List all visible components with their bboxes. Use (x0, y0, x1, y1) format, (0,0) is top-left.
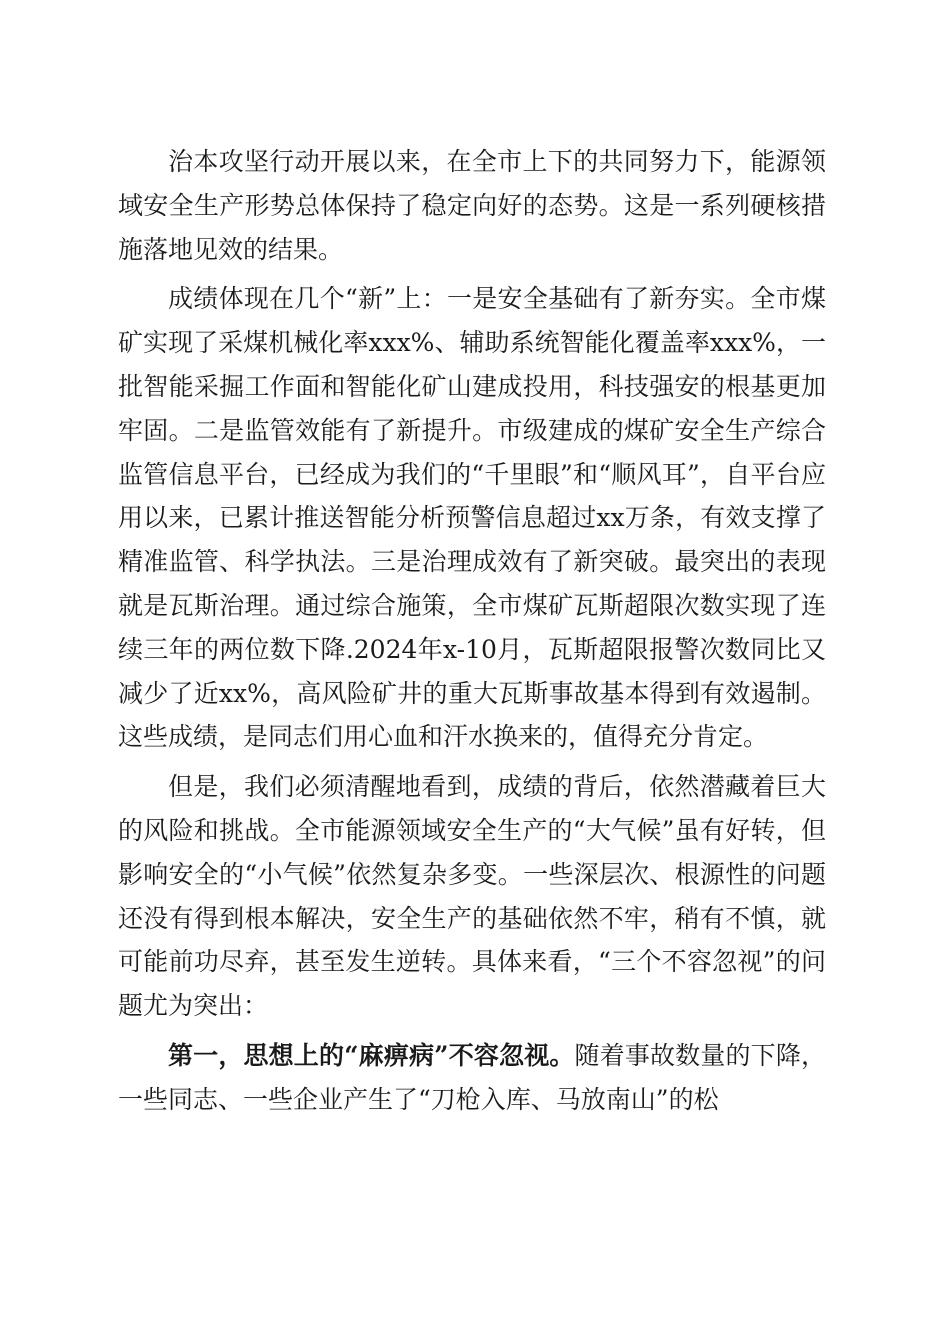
paragraph-4-lead: 第一，思想上的“麻痹病”不容忽视。 (168, 1040, 575, 1070)
paragraph-2: 成绩体现在几个“新”上：一是安全基础有了新夯实。全市煤矿实现了采煤机械化率xxx%、辅助系统智能化覆盖率xxx%，一批智能采掘工作面和智能化矿山建成投用，科技强安的根基更加牢固。二是监管效能有了新提升。市级建成的煤矿安全生产综合监管信息平台，已经成为我们的“千里眼”和“顺风耳”，自平台应用以来，已累计推送智能分析预警信息超过xx万条，有效支撑了精准监管、科学执法。三是治理成效有了新突破。最突出的表现就是瓦斯治理。通过综合施策，全市煤矿瓦斯超限次数实现了连续三年的两位数下降.2024年x-10月，瓦斯超限报警次数同比又减少了近xx%，高风险矿井的重大瓦斯事故基本得到有效遏制。这些成绩，是同志们用心血和汗水换来的，值得充分肯定。 (118, 284, 826, 752)
document-body (118, 140, 826, 1128)
paragraph-4-text: 随着事故数量的下降，一些同志、一些企业产生了“刀枪入库、马放南山”的松 (118, 1040, 826, 1114)
paragraph-4 (118, 1034, 826, 1122)
paragraph-3: 但是，我们必须清醒地看到，成绩的背后，依然潜藏着巨大的风险和挑战。全市能源领域安全生产的“大气候”虽有好转，但影响安全的“小气候”依然复杂多变。一些深层次、根源性的问题还没有得到根本解决，安全生产的基础依然不牢，稍有不慎，就可能前功尽弃，甚至发生逆转。具体来看，“三个不容忽视”的问题尤为突出： (118, 772, 826, 1021)
paragraph-1: 治本攻坚行动开展以来，在全市上下的共同努力下，能源领域安全生产形势总体保持了稳定向好的态势。这是一系列硬核措施落地见效的结果。 (118, 147, 826, 264)
